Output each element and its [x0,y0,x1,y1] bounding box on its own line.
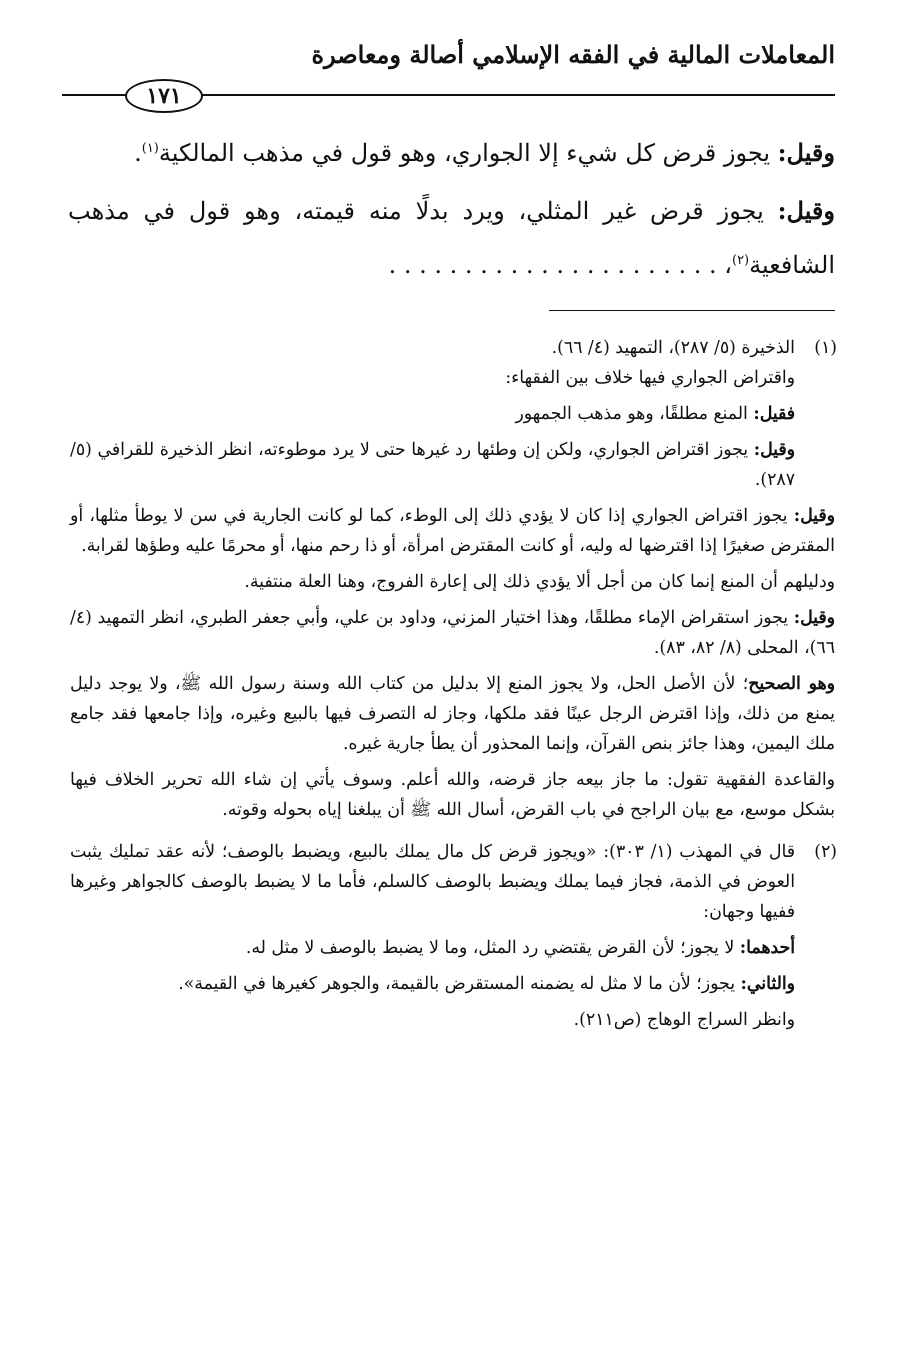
view-label: أحدهما: [739,938,795,958]
footnote-ref-1: (١) [141,141,159,156]
footnote-see-also: وانظر السراج الوهاج (ص٢١١). [573,1010,795,1030]
paragraph-label: وقيل: [777,138,835,167]
footnote-second-view [70,969,795,999]
paragraph-text: يجوز قرض كل شيء إلا الجواري، وهو قول في مذهب المالكية [158,139,778,167]
paragraph-tail: . [134,139,142,167]
opinion-label: وقيل: [753,440,795,460]
page-number-text: ١٧١ [146,83,182,109]
footnote-opinion-1 [70,399,795,429]
correct-text: ؛ لأن الأصل الحل، ولا يجوز المنع إلا بدليل من كتاب الله وسنة رسول الله ﷺ، ولا يوجد دليل يمنع من ذلك، وإذا اقترض الرجل عينًا فقد ملكها، وجاز له التصرف فيها بالبيع وغيره، وإذا جامعها فقد جامع ملك اليمين، وهذا جائز بنص القرآن، وإنما المحذور أن يطأ جارية غيره. [70,674,835,754]
main-text [68,126,835,292]
view-text: لا يجوز؛ لأن القرض يقتضي رد المثل، وما لا يضبط بالوصف لا مثل له. [245,938,740,958]
footnote-number: (٢) [814,842,837,862]
opinion-text: يجوز اقتراض الجواري إذا كان لا يؤدي ذلك إلى الوطء، كما لو كانت الجارية في سن لا يوطأ مثلها، أو المقترض صغيرًا إذا اقترضها له وليه، أو كانت المقترض امرأة، أو ذا رحم منها، أو محرمًا عليه وطؤها لقرابة. [70,506,835,556]
footnote-opinion-3 [70,501,835,561]
footnote-source: الذخيرة (٥/ ٢٨٧)، التمهيد (٤/ ٦٦). [551,338,795,358]
correct-label: الصحيح [748,674,801,694]
footnote-ref-2: (٢) [731,253,750,268]
main-paragraph-1 [68,126,835,180]
opinion-label: فقيل: [753,404,795,424]
footnote-quote: قال في المهذب (١/ ٣٠٣): «ويجوز قرض كل مال يملك بالبيع، ويضبط بالوصف؛ لأنه عقد تمليك يثبت العوض في الذمة، فجاز فيما يملك ويضبط بالوصف كالسلم، فأما ما لا يضبط بالوصف كالجواهر وغيرها ففيها وجهان: [70,842,795,922]
page-number [125,79,203,113]
view-text: يجوز؛ لأن ما لا مثل له يضمنه المستقرض بالقيمة، والجوهر كغيرها في القيمة». [178,974,741,994]
paragraph-label: وقيل: [777,196,835,225]
footnote-correct-view [70,669,835,759]
opinion-label: وقيل: [793,608,835,628]
opinion-text: يجوز اقتراض الجواري، ولكن إن وطئها رد غيرها حتى لا يرد موطوءته، انظر الذخيرة للقرافي (٥/ ٢٨٧). [70,440,795,490]
footnote-rule: والقاعدة الفقهية تقول: ما جاز بيعه جاز قرضه، والله أعلم. وسوف يأتي إن شاء الله تحرير الخلاف فيها بشكل موسع، مع بيان الراجح في باب القرض، أسال الله ﷺ أن يبلغنا إياه بحوله وقوته. [70,770,835,820]
main-paragraph-2 [68,184,835,292]
opinion-label: وقيل: [793,506,835,526]
paragraph-text: يجوز قرض غير المثلي، ويرد بدلًا منه قيمته، وهو قول في مذهب الشافعية [68,197,835,279]
footnote-1 [70,333,837,825]
footnote-opinion-2 [70,435,795,495]
footnote-first-view [70,933,795,963]
footnote-2 [70,837,837,1035]
footnotes [70,333,837,1047]
footnote-number: (١) [814,338,837,358]
footnote-evidence: ودليلهم أن المنع إنما كان من أجل ألا يؤدي ذلك إلى إعارة الفروج، وهنا العلة منتفية. [244,572,835,592]
correct-prefix: وهو [800,674,835,694]
footnote-intro: واقتراض الجواري فيها خلاف بين الفقهاء: [505,368,795,388]
running-title: المعاملات المالية في الفقه الإسلامي أصالة ومعاصرة [311,40,835,69]
footnote-opinion-4 [70,603,835,663]
view-label: والثاني: [740,974,795,994]
opinion-text: يجوز استقراض الإماء مطلقًا، وهذا اختيار المزني، وداود بن علي، وأبي جعفر الطبري، انظر التمهيد (٤/ ٦٦)، المحلى (٨/ ٨٢، ٨٣). [70,608,835,658]
opinion-text: المنع مطلقًا، وهو مذهب الجمهور [515,404,754,424]
paragraph-tail: ، . . . . . . . . . . . . . . . . . . . . . . [388,251,732,279]
footnote-separator [549,310,835,311]
